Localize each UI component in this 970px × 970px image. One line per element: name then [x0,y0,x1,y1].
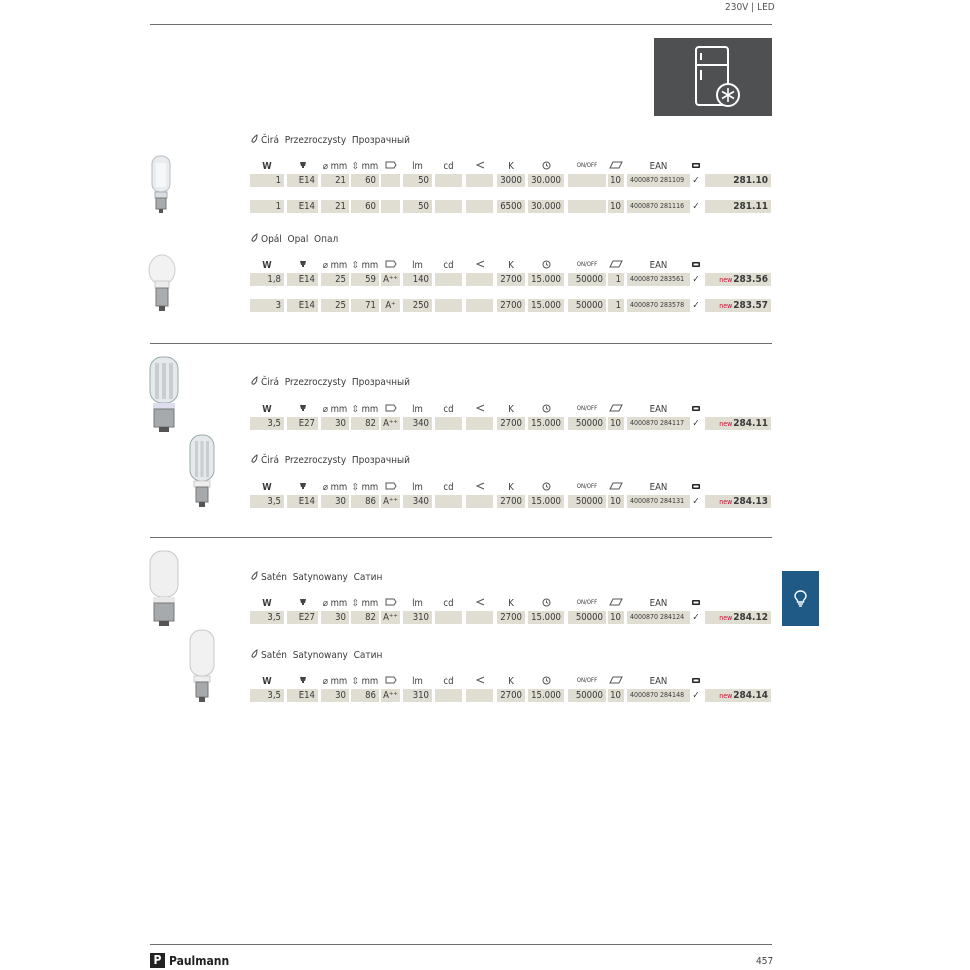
cell-pk: 10 [608,689,624,702]
cell-life: 15.000 [528,611,564,624]
cell-cls: A⁺⁺ [381,689,400,702]
box-icon [691,161,701,172]
cell-cyc [568,174,606,187]
cell-ean: 4000870 283578 [627,299,690,312]
cell-cls: A⁺⁺ [381,495,400,508]
check-icon: ✓ [692,201,700,212]
cell-cyc: 50000 [568,299,606,312]
column-header-ean: EAN [649,161,668,172]
angle-icon [466,260,493,271]
cell-h: 86 [351,495,379,508]
cell-ang [466,611,493,624]
cell-pk: 10 [608,417,624,430]
column-header-ean: EAN [649,260,668,271]
page-number: 457 [756,956,774,967]
column-header-w: W [262,404,272,415]
cell-base: E14 [287,495,318,508]
base-icon [287,598,318,609]
article-number [705,495,771,508]
column-header-height: ⇳ mm [351,260,379,271]
bulb-icon [794,590,807,607]
cell-dia: 30 [321,495,349,508]
cell-pk: 10 [608,495,624,508]
cell-h: 60 [351,174,379,187]
finish-drop-icon [250,454,259,463]
finish-label-text: Čirá Przezroczysty Прозрачный [261,377,410,388]
base-icon [287,161,318,172]
cell-cd [435,200,462,213]
article-number [705,273,771,286]
section-divider [150,343,772,344]
column-header-lm: lm [412,161,423,172]
cell-w: 3 [250,299,284,312]
finish-label-text: Čirá Przezroczysty Прозрачный [261,455,410,466]
cell-cd [435,611,462,624]
class-icon [381,598,400,609]
cell-w: 3,5 [250,611,284,624]
cell-ean: 4000870 281116 [627,200,690,213]
box-icon [691,482,701,493]
column-header-height: ⇳ mm [351,598,379,609]
article-number-text: 283.56 [733,274,768,285]
check-icon: ✓ [692,175,700,186]
box-icon [691,260,701,271]
pack-icon [608,598,624,609]
class-icon [381,404,400,415]
column-header-onoff: ON/OFF [576,677,598,684]
cell-cyc: 50000 [568,689,606,702]
cell-base: E27 [287,611,318,624]
pack-icon [608,161,624,172]
cell-k: 2700 [497,611,525,624]
pack-icon [608,482,624,493]
cell-w: 1,8 [250,273,284,286]
cell-k: 6500 [497,200,525,213]
cell-base: E14 [287,299,318,312]
article-number [705,200,771,213]
cell-base: E14 [287,689,318,702]
column-header-w: W [262,260,272,271]
cell-k: 2700 [497,299,525,312]
column-header-height: ⇳ mm [351,676,379,687]
cell-ean: 4000870 281109 [627,174,690,187]
column-header-height: ⇳ mm [351,404,379,415]
cell-lm: 250 [403,299,432,312]
cell-cyc: 50000 [568,417,606,430]
cell-pk: 1 [608,273,624,286]
check-icon: ✓ [692,418,700,429]
column-header-k: K [508,161,514,172]
cell-base: E27 [287,417,318,430]
cell-h: 86 [351,689,379,702]
new-badge: new [719,692,733,700]
cell-life: 15.000 [528,273,564,286]
section-divider [150,537,772,538]
finish-label [250,454,410,466]
column-header-diam: ⌀ mm [322,161,348,172]
cell-lm: 310 [403,689,432,702]
column-header-ean: EAN [649,404,668,415]
cell-k: 2700 [497,689,525,702]
cell-h: 82 [351,611,379,624]
cell-lm: 340 [403,495,432,508]
cell-cyc [568,200,606,213]
column-header-lm: lm [412,260,423,271]
bulb-image-e14-clear [148,153,174,215]
bulb-image-e27-satin [147,549,181,627]
cell-lm: 310 [403,611,432,624]
column-header-diam: ⌀ mm [322,598,348,609]
angle-icon [466,482,493,493]
cell-h: 59 [351,273,379,286]
cell-lm: 140 [403,273,432,286]
column-header-lm: lm [412,404,423,415]
cell-w: 1 [250,174,284,187]
pack-icon [608,260,624,271]
column-header-ean: EAN [649,676,668,687]
pack-icon [608,676,624,687]
cell-h: 82 [351,417,379,430]
cell-life: 15.000 [528,299,564,312]
box-icon [691,404,701,415]
finish-label-text: Satén Satynowany Сатин [261,650,383,661]
finish-drop-icon [250,233,259,242]
cell-life: 15.000 [528,689,564,702]
article-number-text: 281.11 [733,201,768,212]
cell-life: 15.000 [528,417,564,430]
article-number-text: 283.57 [733,300,768,311]
check-icon: ✓ [692,690,700,701]
angle-icon [466,598,493,609]
column-header-onoff: ON/OFF [576,599,598,606]
cell-dia: 21 [321,200,349,213]
check-icon: ✓ [692,612,700,623]
cell-ang [466,417,493,430]
cell-base: E14 [287,273,318,286]
column-header-k: K [508,482,514,493]
cell-lm: 50 [403,174,432,187]
cell-lm: 50 [403,200,432,213]
class-icon [381,161,400,172]
column-header-k: K [508,404,514,415]
cell-cyc: 50000 [568,273,606,286]
cell-base: E14 [287,200,318,213]
cell-w: 3,5 [250,417,284,430]
article-number-text: 284.12 [733,612,768,623]
finish-label [250,649,382,661]
article-number-text: 281.10 [733,175,768,186]
column-header-lm: lm [412,676,423,687]
finish-label [250,233,338,245]
column-header-w: W [262,482,272,493]
cell-ang [466,200,493,213]
finish-label-text: Opál Opal Опал [261,234,339,245]
column-header-cd: cd [443,598,454,609]
category-side-tab[interactable] [782,571,819,626]
cell-ang [466,689,493,702]
cell-ean: 4000870 284131 [627,495,690,508]
cell-h: 71 [351,299,379,312]
box-icon [691,676,701,687]
cell-cls [381,200,400,213]
article-number-text: 284.11 [733,418,768,429]
cell-ean: 4000870 283561 [627,273,690,286]
finish-label [250,376,410,388]
column-header-lm: lm [412,482,423,493]
column-header-w: W [262,598,272,609]
cell-ang [466,299,493,312]
cell-ang [466,273,493,286]
column-header-height: ⇳ mm [351,161,379,172]
cell-cls: A⁺⁺ [381,417,400,430]
cell-cd [435,417,462,430]
new-badge: new [719,420,733,428]
column-header-w: W [262,676,272,687]
column-header-height: ⇳ mm [351,482,379,493]
brand-name: Paulmann [169,954,230,968]
pack-icon [608,404,624,415]
bulb-image-e27-clear [147,355,181,433]
check-icon: ✓ [692,300,700,311]
column-header-diam: ⌀ mm [322,404,348,415]
finish-label-text: Satén Satynowany Сатин [261,572,383,583]
new-badge: new [719,614,733,622]
article-number-text: 284.13 [733,496,768,507]
article-number [705,611,771,624]
column-header-k: K [508,260,514,271]
cell-k: 2700 [497,495,525,508]
cell-life: 15.000 [528,495,564,508]
finish-drop-icon [250,376,259,385]
column-header-onoff: ON/OFF [576,162,598,169]
cell-base: E14 [287,174,318,187]
cell-w: 3,5 [250,495,284,508]
cell-cd [435,273,462,286]
class-icon [381,482,400,493]
base-icon [287,404,318,415]
cell-ean: 4000870 284148 [627,689,690,702]
column-header-ean: EAN [649,598,668,609]
finish-drop-icon [250,571,259,580]
fridge-snowflake-icon [654,38,772,116]
cell-life: 30.000 [528,174,564,187]
clock-icon [528,404,564,416]
cell-life: 30.000 [528,200,564,213]
clock-icon [528,260,564,272]
cell-k: 2700 [497,417,525,430]
cell-dia: 30 [321,611,349,624]
column-header-k: K [508,676,514,687]
clock-icon [528,161,564,173]
article-number-text: 284.14 [733,690,768,701]
bulb-image-e14-satin [188,628,216,704]
cell-ean: 4000870 284117 [627,417,690,430]
clock-icon [528,598,564,610]
cell-pk: 10 [608,200,624,213]
base-icon [287,260,318,271]
check-icon: ✓ [692,274,700,285]
cell-cyc: 50000 [568,611,606,624]
clock-icon [528,482,564,494]
check-icon: ✓ [692,496,700,507]
cell-w: 1 [250,200,284,213]
column-header-diam: ⌀ mm [322,260,348,271]
bulb-image-e14-opal [147,254,177,314]
column-header-onoff: ON/OFF [576,483,598,490]
class-icon [381,260,400,271]
finish-label [250,571,382,583]
cell-cd [435,299,462,312]
cell-cls: A⁺⁺ [381,611,400,624]
cell-dia: 25 [321,299,349,312]
cell-pk: 10 [608,611,624,624]
cell-dia: 25 [321,273,349,286]
base-icon [287,482,318,493]
article-number [705,299,771,312]
cell-cls: A⁺⁺ [381,273,400,286]
cell-cd [435,174,462,187]
column-header-cd: cd [443,482,454,493]
angle-icon [466,404,493,415]
column-header-k: K [508,598,514,609]
column-header-cd: cd [443,260,454,271]
page-header: 230V | LED [725,2,775,13]
finish-drop-icon [250,649,259,658]
fridge-category-icon [654,38,772,116]
column-header-diam: ⌀ mm [322,676,348,687]
cell-pk: 1 [608,299,624,312]
cell-h: 60 [351,200,379,213]
article-number [705,689,771,702]
cell-cd [435,689,462,702]
new-badge: new [719,276,733,284]
column-header-onoff: ON/OFF [576,261,598,268]
cell-cyc: 50000 [568,495,606,508]
column-header-cd: cd [443,676,454,687]
finish-label-text: Čirá Przezroczysty Прозрачный [261,135,410,146]
angle-icon [466,676,493,687]
column-header-ean: EAN [649,482,668,493]
cell-k: 2700 [497,273,525,286]
cell-k: 3000 [497,174,525,187]
article-number [705,174,771,187]
cell-ang [466,495,493,508]
column-header-diam: ⌀ mm [322,482,348,493]
cell-cls: A⁺ [381,299,400,312]
bulb-image-e14-clear-tall [188,433,216,509]
article-number [705,417,771,430]
column-header-lm: lm [412,598,423,609]
column-header-onoff: ON/OFF [576,405,598,412]
cell-dia: 21 [321,174,349,187]
cell-cd [435,495,462,508]
base-icon [287,676,318,687]
logo-mark: P [150,953,165,968]
angle-icon [466,161,493,172]
cell-pk: 10 [608,174,624,187]
cell-w: 3,5 [250,689,284,702]
cell-dia: 30 [321,417,349,430]
cell-ean: 4000870 284124 [627,611,690,624]
top-rule [150,24,772,25]
class-icon [381,676,400,687]
clock-icon [528,676,564,688]
new-badge: new [719,302,733,310]
new-badge: new [719,498,733,506]
cell-lm: 340 [403,417,432,430]
finish-drop-icon [250,134,259,143]
cell-ang [466,174,493,187]
cell-cls [381,174,400,187]
box-icon [691,598,701,609]
finish-label [250,134,410,146]
bottom-rule [150,944,772,945]
column-header-cd: cd [443,404,454,415]
cell-dia: 30 [321,689,349,702]
column-header-w: W [262,161,272,172]
column-header-cd: cd [443,161,454,172]
